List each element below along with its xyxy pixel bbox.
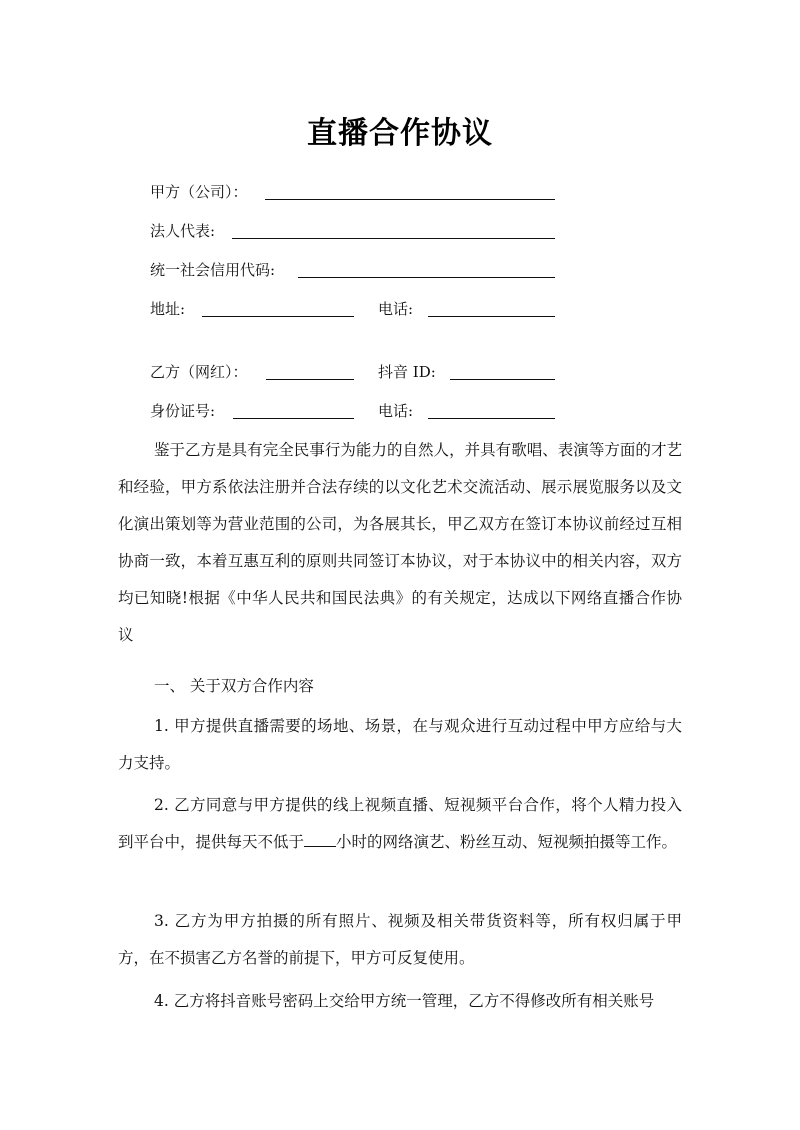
clause-2-text-before: 2. 乙方同意与甲方提供的线上视频直播、短视频平台合作，将个人精力投入到平台中，提供每天不低于 <box>118 796 682 851</box>
legal-rep-row <box>150 216 560 246</box>
party-a-phone-blank[interactable] <box>428 316 555 317</box>
clause-1: 1. 甲方提供直播需要的场地、场景，在与观众进行互动过程中甲方应给与大力支持。 <box>118 717 682 772</box>
legal-rep-blank[interactable] <box>232 238 555 239</box>
party-b-name-label: 乙方（网红）： <box>150 363 248 381</box>
credit-code-blank[interactable] <box>298 277 555 278</box>
clause-2 <box>118 787 682 861</box>
section-1-heading: 一、 关于双方合作内容 <box>154 677 314 695</box>
hours-blank[interactable] <box>304 832 336 847</box>
clause-4: 4. 乙方将抖音账号密码上交给甲方统一管理，乙方不得修改所有相关账号 <box>154 992 655 1010</box>
document-title: 直播合作协议 <box>307 116 493 151</box>
address-label: 地址: <box>150 300 186 318</box>
address-blank[interactable] <box>202 316 354 317</box>
credit-code-label: 统一社会信用代码: <box>150 261 276 279</box>
credit-code-row <box>150 255 560 285</box>
address-phone-row <box>150 294 560 324</box>
party-b-name-blank[interactable] <box>266 379 354 380</box>
clause-3: 3. 乙方为甲方拍摄的所有照片、视频及相关带货资料等，所有权归属于甲方，在不损害乙方名誉的前提下，甲方可反复使用。 <box>118 912 682 967</box>
id-phone-row <box>150 396 560 426</box>
preamble-paragraph: 鉴于乙方是具有完全民事行为能力的自然人，并具有歌唱、表演等方面的才艺和经验，甲方系依法注册并合法存续的以文化艺术交流活动、展示展览服务以及文化演出策划等为营业范围的公司，为各展其长，甲乙双方在签订本协议前经过互相协商一致，本着互惠互利的原则共同签订本协议，对于本协议中的相关内容，双方均已知晓!根据《中华人民共和国民法典》的有关规定，达成以下网络直播合作协议 <box>118 441 682 644</box>
douyin-id-blank[interactable] <box>450 379 555 380</box>
party-b-row <box>150 357 560 387</box>
party-b-phone-label: 电话: <box>378 402 414 420</box>
clause-2-text-after: 小时的网络演艺、粉丝互动、短视频拍摄等工作。 <box>336 833 678 851</box>
douyin-id-label: 抖音 ID: <box>378 363 436 381</box>
party-a-phone-label: 电话: <box>378 300 414 318</box>
party-a-company-row <box>150 177 560 207</box>
party-a-company-label: 甲方（公司）： <box>150 183 248 201</box>
party-b-phone-blank[interactable] <box>428 418 555 419</box>
legal-rep-label: 法人代表: <box>150 222 216 240</box>
id-number-label: 身份证号: <box>150 402 216 420</box>
id-number-blank[interactable] <box>233 418 354 419</box>
party-a-company-blank[interactable] <box>265 199 555 200</box>
